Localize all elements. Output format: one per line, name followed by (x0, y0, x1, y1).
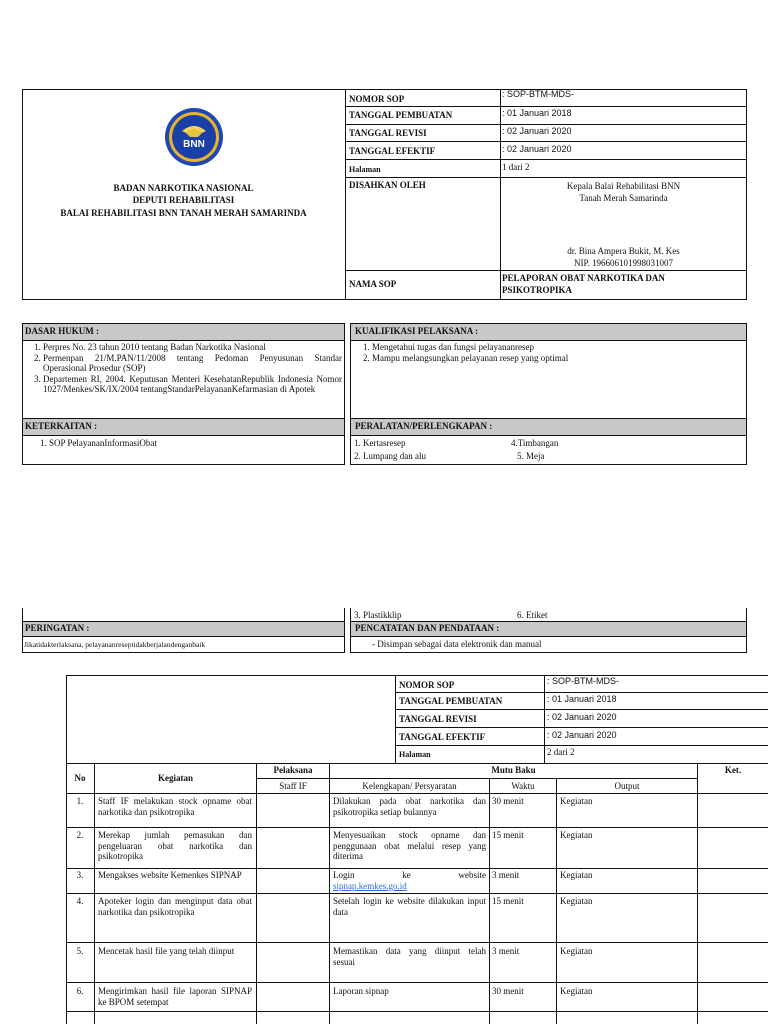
keterkaitan-item: 1. SOP PelayananInformasiObat (40, 438, 157, 448)
peralatan-item-3: 3. Plastikklip (354, 610, 402, 620)
p2-tanggal-revisi-value: : 02 Januari 2020 (547, 712, 617, 722)
halaman-value: 1 dari 2 (502, 162, 530, 172)
col-header-ket: Ket. (724, 765, 742, 775)
tanggal-efektif-label: TANGGAL EFEKTIF (349, 146, 436, 156)
row-waktu: 15 menit (492, 830, 524, 840)
dasar-hukum-heading: DASAR HUKUM : (25, 326, 99, 336)
row-output: Kegiatan (560, 830, 593, 840)
row-kelengkapan: Dilakukan pada obat narkotika dan psikotropika setiap bulannya (333, 796, 486, 817)
col-header-mutu: Mutu Baku (491, 765, 536, 775)
p2-nomor-sop-label: NOMOR SOP (399, 680, 455, 690)
row-waktu: 15 menit (492, 896, 524, 906)
row-kegiatan: Apoteker login dan menginput data obat narkotika dan psikotropika (98, 896, 252, 917)
institution-line1: BADAN NARKOTIKA NASIONAL (113, 183, 254, 193)
peralatan-heading: PERALATAN/PERLENGKAPAN : (355, 421, 493, 431)
row-kelengkapan-text: Login ke website (333, 870, 486, 880)
sipnap-link[interactable]: sipnap.kemkes.go.id (333, 880, 407, 891)
kualifikasi-list (355, 342, 740, 363)
signer-name: dr. Bina Ampera Bukit, M. Kes (567, 246, 680, 256)
p2-tanggal-pembuatan-label: TANGGAL PEMBUATAN (399, 696, 503, 706)
p2-halaman-label: Halaman (399, 750, 431, 759)
halaman-label: Halaman (349, 165, 381, 174)
peralatan-item-5: 5. Meja (517, 451, 545, 461)
nomor-sop-label: NOMOR SOP (349, 94, 405, 104)
kualifikasi-heading: KUALIFIKASI PELAKSANA : (355, 326, 479, 336)
row-output: Kegiatan (560, 870, 593, 880)
row-kelengkapan (333, 870, 486, 891)
pencatatan-text: - Disimpan sebagai data elektronik dan manual (372, 639, 542, 649)
tanggal-revisi-label: TANGGAL REVISI (349, 128, 427, 138)
nama-sop-label: NAMA SOP (349, 279, 397, 289)
dasar-hukum-item: 2. Permenpan 21/M.PAN/11/2008 tentang Pedoman Penyusunan Standar Operasional Prosedur (SOP) (43, 353, 342, 374)
disahkan-label: DISAHKAN OLEH (349, 180, 426, 190)
row-kegiatan: Mencetak hasil file yang telah diinput (98, 946, 235, 956)
peringatan-text: Jikatidakterlaksana, pelayananreseptidakberjalandenganbaik (24, 640, 206, 649)
tanggal-pembuatan-value: : 01 Januari 2018 (502, 108, 572, 118)
col-header-no: No (74, 773, 86, 783)
nomor-sop-value: : SOP-BTM-MDS- (502, 89, 574, 99)
col-header-kegiatan: Kegiatan (158, 773, 193, 783)
pencatatan-heading: PENCATATAN DAN PENDATAAN : (355, 623, 500, 633)
row-no: 6. (76, 986, 84, 996)
row-no: 1. (76, 796, 84, 806)
col-header-kelengkapan: Kelengkapan/ Persyaratan (362, 781, 457, 791)
row-waktu: 30 menit (492, 986, 524, 996)
institution-line3: BALAI REHABILITASI BNN TANAH MERAH SAMARINDA (60, 208, 307, 218)
row-kegiatan: Merekap jumlah pemasukan dan pengeluaran obat narkotika dan psikotropika (98, 830, 252, 861)
row-waktu: 3 menit (492, 870, 520, 880)
p2-tanggal-pembuatan-value: : 01 Januari 2018 (547, 694, 617, 704)
row-kelengkapan: Menyesuaikan stock opname dan penggunaan obat melalui resep yang diterima (333, 830, 486, 861)
p2-halaman-value: 2 dari 2 (547, 747, 575, 757)
row-no: 5. (76, 946, 84, 956)
kualifikasi-item: 2. Mampu melangsungkan pelayanan resep yang optimal (372, 353, 740, 364)
row-kegiatan: Mengirimkan hasil file laporan SIPNAP ke BPOM setempat (98, 986, 252, 1007)
peralatan-item-6: 6. Etiket (517, 610, 548, 620)
row-kelengkapan: Laporan sipnap (333, 986, 389, 996)
peralatan-item-4: 4.Timbangan (511, 438, 559, 448)
nama-sop-value-line2: PSIKOTROPIKA (502, 285, 573, 295)
bnn-logo (164, 107, 224, 167)
row-waktu: 3 menit (492, 946, 520, 956)
disahkan-title-line1: Kepala Balai Rehabilitasi BNN (566, 181, 681, 191)
col-header-output: Output (614, 781, 640, 791)
row-kegiatan: Mengakses website Kemenkes SIPNAP (98, 870, 242, 880)
row-output: Kegiatan (560, 796, 593, 806)
tanggal-pembuatan-label: TANGGAL PEMBUATAN (349, 110, 453, 120)
tanggal-efektif-value: : 02 Januari 2020 (502, 144, 572, 154)
row-output: Kegiatan (560, 896, 593, 906)
row-waktu: 30 menit (492, 796, 524, 806)
row-no: 2. (76, 830, 84, 840)
peralatan-item-2: 2. Lumpang dan alu (354, 451, 426, 461)
row-no: 4. (76, 896, 84, 906)
row-kelengkapan: Memastikan data yang diinput telah sesuai (333, 946, 486, 967)
kualifikasi-item: 1. Mengetahui tugas dan fungsi pelayananresep (372, 342, 740, 353)
dasar-hukum-item: 3. Departemen RI, 2004. Keputusan Menteri KesehatanRepublik Indonesia Nomor 1027/Menkes/SK/IX/2004 tentangStandarPelayananKefarmasian di Apotek (43, 374, 342, 395)
p2-nomor-sop-value: : SOP-BTM-MDS- (547, 676, 619, 686)
peralatan-item-1: 1. Kertasresep (354, 438, 406, 448)
dasar-hukum-item: 1. Perpres No. 23 tahun 2010 tentang Badan Narkotika Nasional (43, 342, 342, 353)
nama-sop-value-line1: PELAPORAN OBAT NARKOTIKA DAN (502, 273, 665, 283)
keterkaitan-heading: KETERKAITAN : (25, 421, 98, 431)
row-output: Kegiatan (560, 946, 593, 956)
institution-line2: DEPUTI REHABILITASI (132, 195, 235, 205)
row-no: 3. (76, 870, 84, 880)
p2-tanggal-efektif-value: : 02 Januari 2020 (547, 730, 617, 740)
col-header-staff: Staff IF (279, 781, 307, 791)
disahkan-title-line2: Tanah Merah Samarinda (579, 193, 668, 203)
p2-tanggal-efektif-label: TANGGAL EFEKTIF (399, 732, 486, 742)
bnn-logo-text: BNN (183, 139, 205, 150)
p2-tanggal-revisi-label: TANGGAL REVISI (399, 714, 477, 724)
row-kegiatan: Staff IF melakukan stock opname obat narkotika dan psikotropika (98, 796, 252, 817)
tanggal-revisi-value: : 02 Januari 2020 (502, 126, 572, 136)
peringatan-heading: PERINGATAN : (25, 623, 90, 633)
signer-nip: NIP. 196606101998031007 (573, 258, 673, 268)
col-header-pelaksana: Pelaksana (273, 765, 313, 775)
row-kelengkapan: Setelah login ke website dilakukan input data (333, 896, 486, 917)
col-header-waktu: Waktu (511, 781, 535, 791)
row-output: Kegiatan (560, 986, 593, 996)
dasar-hukum-list (26, 342, 342, 395)
